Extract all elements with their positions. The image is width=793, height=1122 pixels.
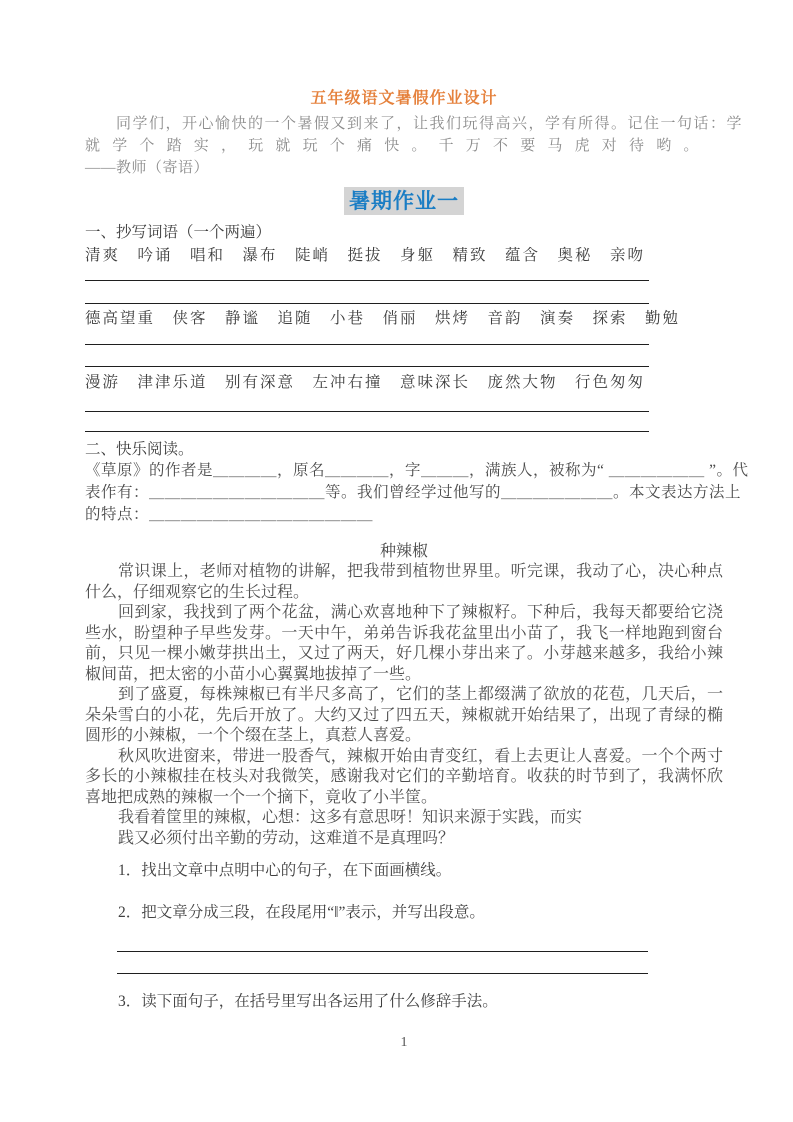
reading-question-3: 3．读下面句子，在括号里写出各运用了什么修辞手法。 <box>118 993 498 1010</box>
word-row-1: 清爽 吟诵 唱和 瀑布 陡峭 挺拔 身躯 精致 蕴含 奥秘 亲吻 <box>85 247 646 264</box>
passage-paragraph-5-line-1: 我看着筐里的辣椒，心想：这多有意思呀！知识来源于实践，而实 <box>118 809 583 826</box>
exercise-2-heading: 二、快乐阅读。 <box>85 441 194 458</box>
reading-passage-title: 种辣椒 <box>379 543 428 560</box>
answer-line <box>85 328 649 345</box>
homework-section-header <box>85 187 723 215</box>
word-row-3: 漫游 津津乐道 别有深意 左冲右撞 意味深长 庞然大物 行色匆匆 <box>85 374 646 391</box>
reading-question-1: 1．找出文章中点明中心的句子，在下面画横线。 <box>118 862 452 879</box>
intro-line-2: 就学个踏实，玩就玩个痛快。千万不要马虎对待哟。 <box>85 138 711 154</box>
answer-line <box>85 412 649 432</box>
passage-paragraph-3: 到了盛夏，每株辣椒已有半尺多高了，它们的茎上都缀满了欲放的花苞，几天后，一朵朵雪白的小花，先后开放了。大约又过了四五天，辣椒就开始结果了，出现了青绿的椭圆形的小辣椒，一个个缀在茎上，真惹人喜爱。 <box>85 686 723 744</box>
answer-line <box>117 952 648 974</box>
exercise-1-heading: 一、抄写词语（一个两遍） <box>85 224 272 241</box>
passage-paragraph-1: 常识课上，老师对植物的讲解，把我带到植物世界里。听完课，我动了心，决心种点什么，仔细观察它的生长过程。 <box>85 563 723 601</box>
answer-line <box>85 345 649 367</box>
exercise-2-section <box>85 440 749 1012</box>
passage-paragraph-5-line-2: 践又必须付出辛勤的劳动，这难道不是真理吗？ <box>118 829 455 847</box>
page-title: 五年级语文暑假作业设计 <box>310 90 498 107</box>
fill-blank-line-1: 《草原》的作者是＿＿＿＿，原名＿＿＿＿，字＿＿＿，满族人，被称为“ ＿＿＿＿＿＿ ”。代 <box>85 462 749 479</box>
homework-title-badge: 暑期作业一 <box>344 187 464 215</box>
answer-line <box>117 923 648 952</box>
word-row-2: 德高望重 侠客 静谧 追随 小巷 俏丽 烘烤 音韵 演奏 探索 勤勉 <box>85 310 681 327</box>
answer-line <box>85 265 649 281</box>
page-number: 1 <box>400 1035 408 1050</box>
exercise-1-section <box>85 223 723 432</box>
passage-paragraph-4: 秋风吹进窗来，带进一股香气，辣椒开始由青变红，看上去更让人喜爱。一个个两寸多长的小辣椒挂在枝头对我微笑，感谢我对它们的辛勤培育。收获的时节到了，我满怀欣喜地把成熟的辣椒一个一个摘下，竟收了小半筐。 <box>85 747 723 806</box>
reading-question-2: 2．把文章分成三段，在段尾用“‖”表示，并写出段意。 <box>118 904 485 921</box>
answer-line <box>85 392 649 412</box>
fill-blank-line-2: 表作有：＿＿＿＿＿＿＿＿＿＿＿等。我们曾经学过他写的＿＿＿＿＿＿＿。本文表达方法上 <box>85 484 742 501</box>
teacher-signature: ——教师（寄语） <box>85 160 210 176</box>
fill-blank-line-3: 的特点：＿＿＿＿＿＿＿＿＿＿＿＿＿＿ <box>85 506 374 523</box>
intro-line-1: 同学们，开心愉快的一个暑假又到来了，让我们玩得高兴，学有所得。记住一句话：学 <box>116 116 744 132</box>
passage-paragraph-2: 回到家，我找到了两个花盆，满心欢喜地种下了辣椒籽。下种后，我每天都要给它浇些水，盼望种子早些发芽。一天中午，弟弟告诉我花盆里出小苗了，我飞一样地跑到窗台前，只见一棵小嫩芽拱出土，又过了两天，好几棵小芽出来了。小芽越来越多，我给小辣椒间苗，把太密的小苗小心翼翼地拔掉了一些。 <box>85 604 723 683</box>
answer-line <box>85 281 649 304</box>
